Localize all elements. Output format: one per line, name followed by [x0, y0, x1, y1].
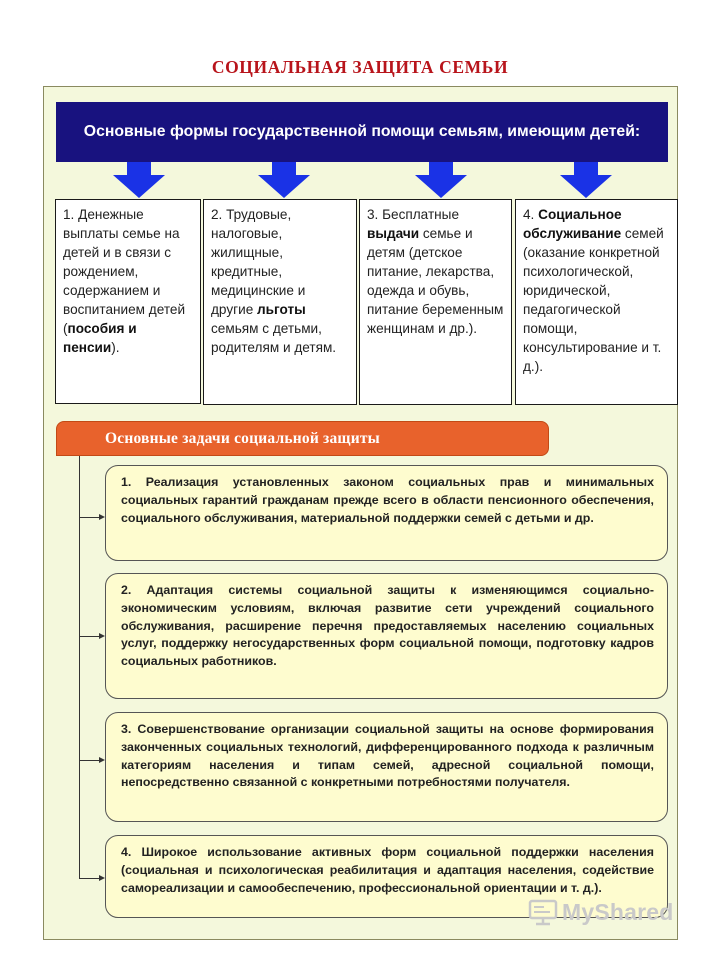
connector-arrow	[79, 760, 101, 761]
task-box-3: 3. Совершенствование организации социальной защиты на основе формирования законченных социальных технологий, дифференцированного подхода к различным категориям населения и типам семей, адресной социальной помощи, непосредственно связанной с конкретными потребностями получателя.	[105, 712, 668, 822]
form-box-free-supplies: 3. Бесплатные выдачи семье и детям (детское питание, лекарства, одежда и обувь, питание беременным женщинам и др.).	[359, 199, 512, 405]
down-arrow-icon	[258, 162, 310, 198]
down-arrow-icon	[560, 162, 612, 198]
task-box-2: 2. Адаптация системы социальной защиты к изменяющимся социально-экономическим условиям, включая развитие сети учреждений социального обслуживания, расширение перечня предоставляемых населению социальных услуг, поддержку негосударственных форм социальной помощи, подготовку кадров социальных работников.	[105, 573, 668, 699]
down-arrow-icon	[415, 162, 467, 198]
presentation-board-icon	[528, 898, 558, 926]
watermark-text: MyShared	[562, 898, 674, 925]
forms-header	[56, 102, 668, 162]
task-box-1: 1. Реализация установленных законом социальных прав и минимальных социальных гарантий гражданам прежде всего в области пенсионного обеспечения, социального обслуживания, материальной поддержки семей с детьми и др.	[105, 465, 668, 561]
form-box-social-services: 4. Социальное обслуживание семей (оказание конкретной психологической, юридической, педагогической помощи, консультирование и т. д.).	[515, 199, 678, 405]
connector-line	[79, 456, 80, 878]
connector-arrow	[79, 636, 101, 637]
task-box-4: 4. Широкое использование активных форм социальной поддержки населения (социальная и психологическая реабилитация и адаптация населения, содействие самореализации и самообеспечению, профессиональной ориентации и т. д.).	[105, 835, 668, 918]
connector-arrow	[79, 878, 101, 879]
form-box-cash-payments: 1. Денежные выплаты семье на детей и в связи с рождением, содержанием и воспитанием детей (пособия и пенсии).	[55, 199, 201, 404]
tasks-header: Основные задачи социальной защиты	[56, 421, 549, 456]
forms-header-text: Основные формы государственной помощи семьям, имеющим детей:	[83, 123, 641, 140]
connector-arrow	[79, 517, 101, 518]
down-arrow-icon	[113, 162, 165, 198]
form-box-benefits: 2. Трудовые, налоговые, жилищные, кредитные, медицинские и другие льготы семьям с детьми, родителям и детям.	[203, 199, 357, 405]
page-title: СОЦИАЛЬНАЯ ЗАЩИТА СЕМЬИ	[211, 57, 509, 77]
watermark	[528, 898, 674, 926]
